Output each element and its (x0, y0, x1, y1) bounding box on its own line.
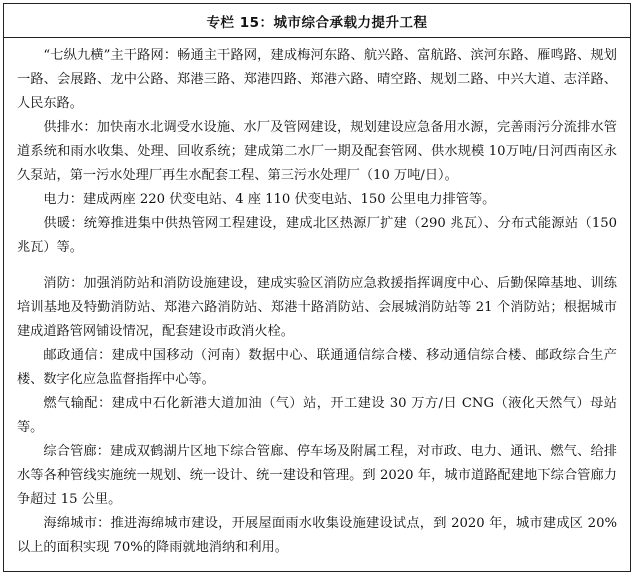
paragraph-heating: 供暖：统筹推进集中供热管网工程建设，建成北区热源厂扩建（290 兆瓦）、分布式能源站（150 兆瓦）等。 (17, 216, 617, 255)
paragraph-utility-tunnel: 综合管廊：建成双鹤湖片区地下综合管廊、停车场及附属工程，对市政、电力、通讯、燃气、给排水等各种管线实施统一规划、统一设计、统一建设和管理。到 2020 年，城市道路配建地下综合管廊力争超过 15 公里。 (17, 444, 617, 507)
paragraph-water-supply: 供排水：加快南水北调受水设施、水厂及管网建设，规划建设应急备用水源，完善雨污分流排水管道系统和雨水收集、处理、回收系统；建成第二水厂一期及配套管网、供水规模 10万吨/日河西南区永久泵站，第一污水处理厂再生水配套工程、第三污水处理厂（10 万吨/日）。 (17, 120, 617, 183)
paragraph-sponge-city: 海绵城市：推进海绵城市建设，开展屋面雨水收集设施建设试点，到 2020 年，城市建成区 20%以上的面积实现 70%的降雨就地消纳和利用。 (17, 516, 617, 555)
paragraph-postal-telecom: 邮政通信：建成中国移动（河南）数据中心、联通通信综合楼、移动通信综合楼、邮政综合生产楼、数字化应急监督指挥中心等。 (17, 348, 617, 387)
feature-box (3, 3, 631, 572)
box-content (4, 38, 630, 560)
paragraph-fire-protection: 消防：加强消防站和消防设施建设，建成实验区消防应急救援指挥调度中心、后勤保障基地、训练培训基地及特勤消防站、郑港六路消防站、郑港十路消防站、会展城消防站等 21 个消防站；根据城市建成道路管网铺设情况，配套建设市政消火栓。 (17, 276, 617, 339)
box-header (4, 4, 630, 38)
box-title: 专栏 15：城市综合承载力提升工程 (206, 14, 428, 31)
paragraph-road-network: “七纵九横”主干路网：畅通主干路网，建成梅河东路、航兴路、富航路、滨河东路、雁鸣路、规划一路、会展路、龙中公路、郑港三路、郑港四路、郑港六路、晴空路、规划二路、中兴大道、志洋路、人民东路。 (17, 48, 617, 111)
paragraph-electricity: 电力：建成两座 220 伏变电站、4 座 110 伏变电站、150 公里电力排管等。 (43, 192, 496, 207)
paragraph-gas: 燃气输配：建成中石化新港大道加油（气）站，开工建设 30 万方/日 CNG（液化天然气）母站等。 (17, 396, 617, 435)
